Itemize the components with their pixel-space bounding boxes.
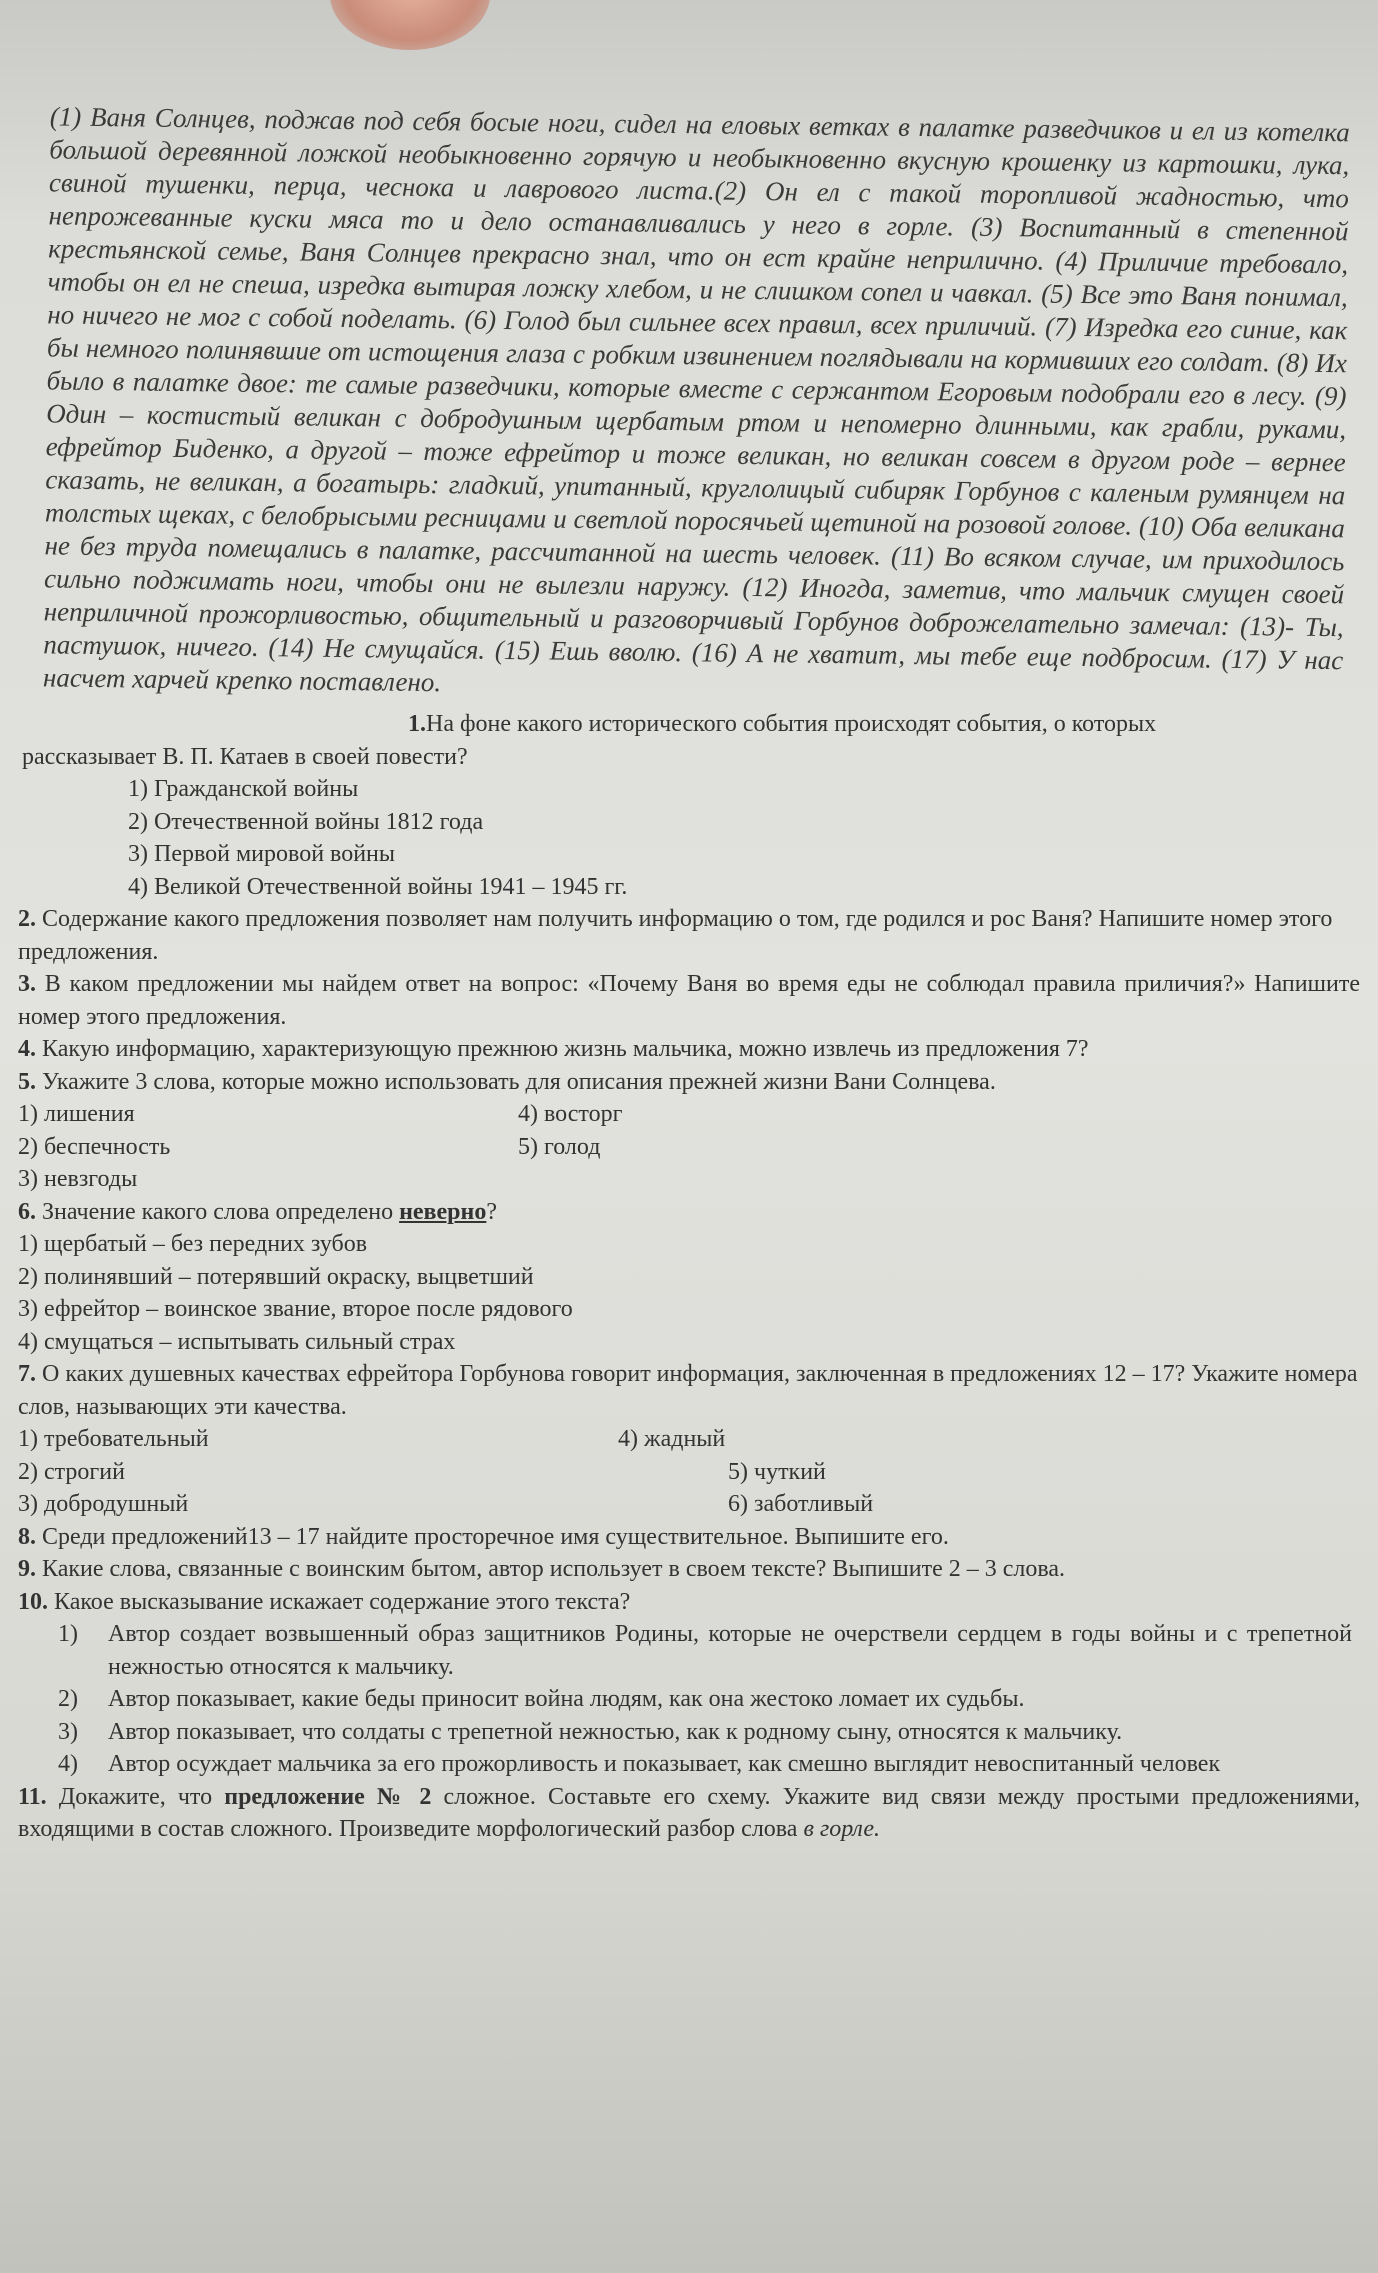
q5-option-1: 1) лишения (18, 1101, 135, 1127)
question-4: 4. Какую информацию, характеризующую прежнюю жизнь мальчика, можно извлечь из предложения 7? (18, 1036, 1089, 1062)
reading-passage: (1) Ваня Солнцев, поджав под себя босые ноги, сидел на еловых ветках в палатке разведчиков и ел из котелка большой деревянной ложкой необыкновенно горячую и необыкновенно вкусную крошенку из картошки, лука, свиной тушенки, перца, чеснока и лаврового листа.(2) Он ел с такой торопливой жадностью, что непрожеванные куски мяса то и дело останавливались у него в горле. (3) Воспитанный в степенной крестьянской семье, Ваня Солнцев прекрасно знал, что он ест крайне неприлично. (4) Приличие требовало, чтобы он ел не спеша, изредка вытирая ложку хлебом, и не слишком сопел и чавкал. (5) Все это Ваня понимал, но ничего не мог с собой поделать. (6) Голод был сильнее всех правил, всех приличий. (7) Изредка его синие, как бы немного полинявшие от истощения глаза с робким извинением поглядывали на кормивших его солдат. (8) Их было в палатке двое: те самые разведчики, которые вместе с сержантом Егоровым подобрали его в лесу. (9) Один – костистый великан с добродушным щербатым ртом и непомерно длинными, как грабли, руками, ефрейтор Биденко, а другой – тоже ефрейтор и тоже великан, но великан совсем в другом роде – вернее сказать, не великан, а богатырь: гладкий, упитанный, круглолицый сибиряк Горбунов с каленым румянцем на толстых щеках, с белобрысыми ресницами и светлой поросячьей щетиной на розовой голове. (10) Оба великана не без труда помещались в палатке, рассчитанной на шесть человек. (11) Во всяком случае, им приходилось сильно поджимать ноги, чтобы они не вылезли наружу. (12) Иногда, заметив, что мальчик смущен своей неприличной прожорливостью, общительный и разговорчивый Горбунов доброжелательно замечал: (13)- Ты, пастушок, ничего. (14) Не смущайся. (15) Ешь вволю. (16) А не хватит, мы тебе еще подбросим. (17) У нас насчет харчей крепко поставлено. (42, 101, 1350, 698)
q1-option-3: 3) Первой мировой войны (128, 841, 396, 867)
q5-options-row-2 (18, 1131, 1360, 1164)
questions-block (18, 708, 1360, 1846)
question-11: 11. Докажите, что предложение № 2 сложное. Составьте его схему. Укажите вид связи между простыми предложениями, входящими в состав сложного. Произведите морфологический разбор слова в горле. (18, 1783, 1360, 1842)
question-9: 9. Какие слова, связанные с воинским бытом, автор использует в своем тексте? Выпишите 2 – 3 слова. (18, 1556, 1066, 1582)
question-6: 6. Значение какого слова определено неверно? (18, 1198, 498, 1225)
q5-options-row-1 (18, 1098, 1360, 1131)
q5-option-4: 4) восторг (518, 1101, 623, 1127)
question-2: 2. Содержание какого предложения позволяет нам получить информацию о том, где родился и рос Ваня? Напишите номер этого предложения. (18, 906, 1333, 965)
q6-option-1: 1) щербатый – без передних зубов (18, 1231, 368, 1257)
q7-options-row-3 (18, 1488, 1360, 1521)
q5-option-5: 5) голод (518, 1133, 601, 1160)
q10-answer-4: 4) Автор осуждает мальчика за его прожорливость и показывает, как смешно выглядит невоспитанный человек (58, 1751, 1221, 1777)
question-7: 7. О каких душевных качествах ефрейтора Горбунова говорит информация, заключенная в предложениях 12 – 17? Укажите номера слов, называющих эти качества. (18, 1361, 1358, 1420)
q7-option-4: 4) жадный (618, 1426, 726, 1452)
q7-option-6: 6) заботливый (728, 1491, 874, 1517)
question-1: 1.На фоне какого исторического события происходят события, о которых (408, 711, 1157, 737)
q10-answer-1: 1) Автор создает возвышенный образ защитников Родины, которые не очерствели сердцем в годы войны и с трепетной нежностью относятся к мальчику. (58, 1621, 1352, 1680)
question-5: 5. Укажите 3 слова, которые можно использовать для описания прежней жизни Вани Солнцева. (18, 1068, 996, 1095)
q5-options-row-3 (18, 1163, 1360, 1196)
question-3: 3. В каком предложении мы найдем ответ на вопрос: «Почему Ваня во время еды не соблюдал правила приличия?» Напишите номер этого предложения. (18, 971, 1361, 1030)
q7-options-row-1 (18, 1423, 1360, 1456)
q7-option-5: 5) чуткий (728, 1458, 826, 1485)
q1-option-1: 1) Гражданской войны (128, 776, 359, 802)
q6-option-2: 2) полинявший – потерявший окраску, выцветший (18, 1263, 534, 1290)
q7-options-row-2 (18, 1456, 1360, 1489)
q6-option-4: 4) смущаться – испытывать сильный страх (18, 1328, 456, 1355)
q5-option-2: 2) беспечность (18, 1133, 171, 1160)
q6-option-3: 3) ефрейтор – воинское звание, второе после рядового (18, 1296, 573, 1322)
q1-option-2: 2) Отечественной войны 1812 года (128, 808, 484, 835)
q10-answer-3: 3) Автор показывает, что солдаты с трепетной нежностью, как к родному сыну, относятся к мальчику. (58, 1718, 1123, 1745)
question-10: 10. Какое высказывание искажает содержание этого текста? (18, 1588, 631, 1615)
question-1-continued: рассказывает В. П. Катаев в своей повести? (22, 743, 468, 770)
q10-answer-2: 2) Автор показывает, какие беды приносит война людям, как она жестоко ломает их судьбы. (58, 1686, 1025, 1712)
q7-option-2: 2) строгий (18, 1458, 125, 1485)
question-8: 8. Среди предложений13 – 17 найдите просторечное имя существительное. Выпишите его. (18, 1523, 949, 1550)
q1-option-4: 4) Великой Отечественной войны 1941 – 1945 гг. (128, 873, 628, 900)
q7-option-1: 1) требовательный (18, 1426, 209, 1452)
q7-option-3: 3) добродушный (18, 1491, 189, 1517)
q5-option-3: 3) невзгоды (18, 1166, 138, 1192)
